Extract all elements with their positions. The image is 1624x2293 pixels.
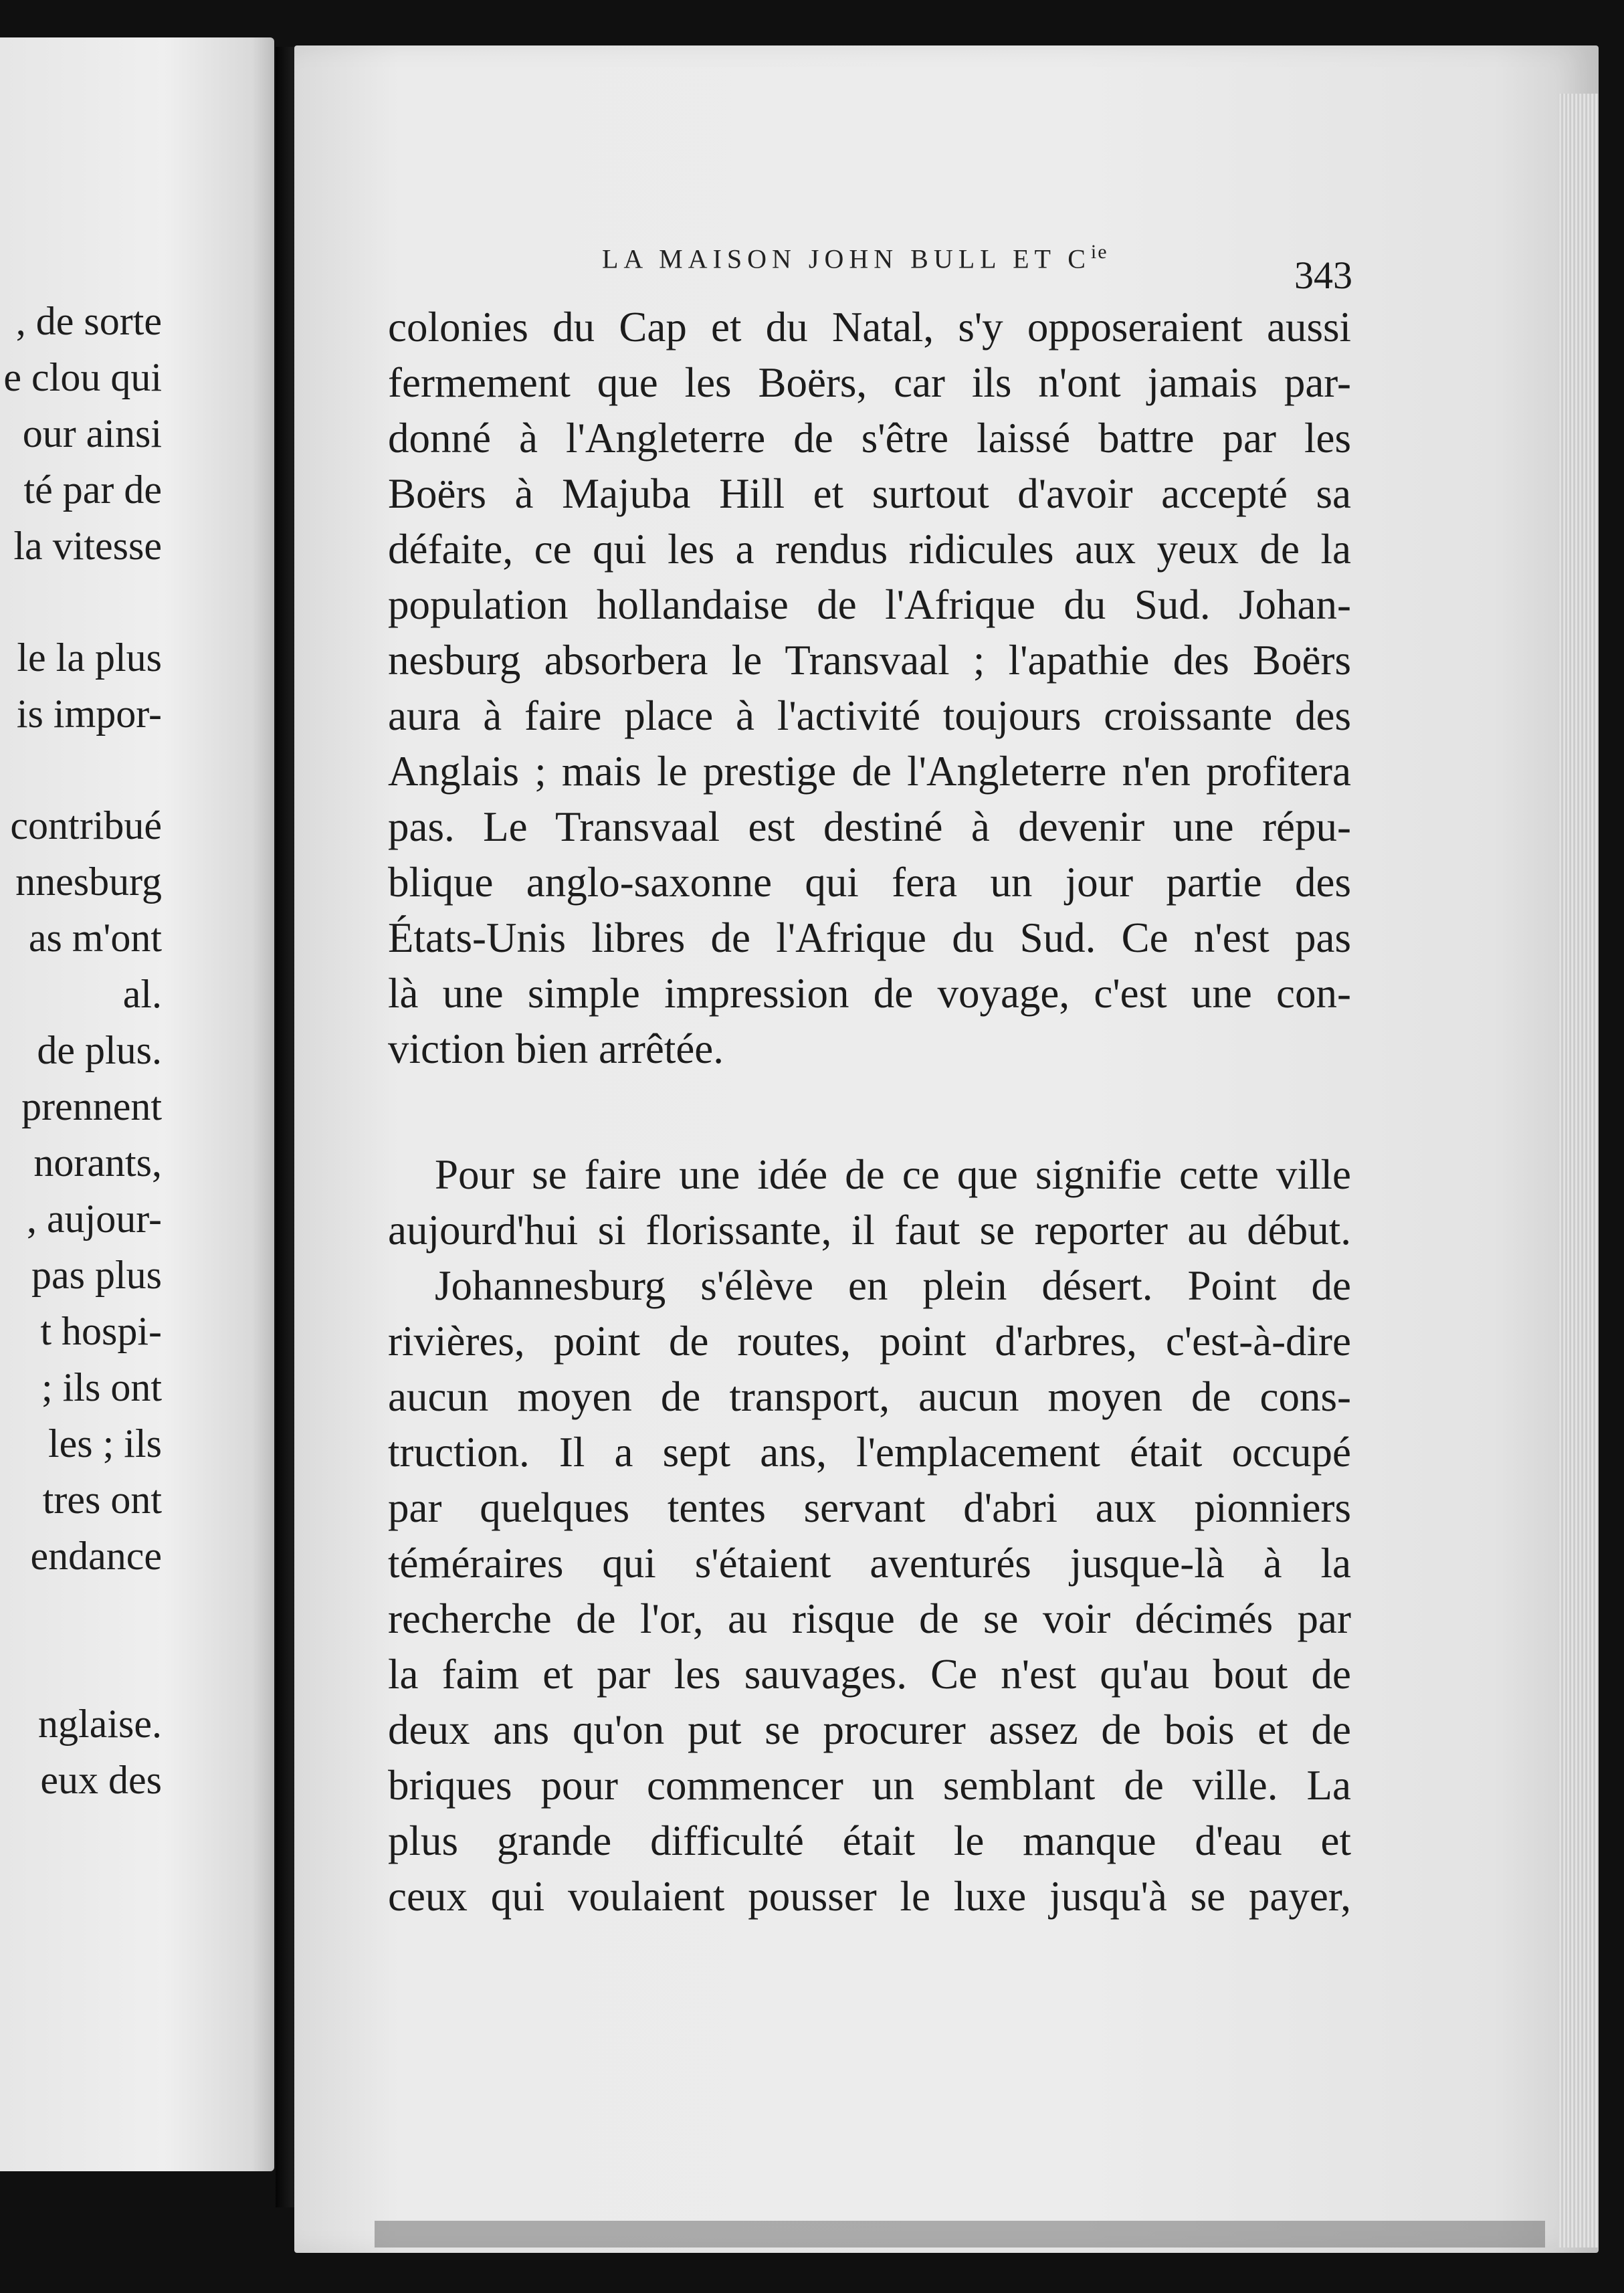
text-line: États-Unis libres de l'Afrique du Sud. Ce n'est pas [388, 914, 1351, 961]
text-line: par quelques tentes servant d'abri aux pionniers [388, 1484, 1351, 1531]
text-line: blique anglo-saxonne qui fera un jour partie des [388, 859, 1351, 906]
left-line: ; ils ont [41, 1365, 162, 1409]
left-line: e clou qui [3, 355, 162, 399]
left-line: t hospi- [40, 1309, 162, 1353]
left-line: la vitesse [13, 524, 162, 568]
left-line: is impor- [16, 692, 162, 736]
left-line: norants, [33, 1140, 162, 1185]
text-line: Pour se faire une idée de ce que signifie cette ville [435, 1151, 1351, 1198]
left-page-text [0, 37, 274, 2171]
left-line: al. [122, 972, 162, 1016]
text-line: la faim et par les sauvages. Ce n'est qu'au bout de [388, 1651, 1351, 1698]
text-line: Johannesburg s'élève en plein désert. Point de [435, 1262, 1351, 1309]
running-head-text: LA MAISON JOHN BULL ET C [602, 243, 1091, 274]
left-line: as m'ont [28, 916, 162, 960]
text-line: nesburg absorbera le Transvaal ; l'apathie des Boërs [388, 637, 1351, 684]
left-line: eux des [40, 1758, 162, 1802]
page-number: 343 [1294, 254, 1352, 297]
left-line: les ; ils [47, 1421, 162, 1466]
left-line: , de sorte [15, 299, 162, 343]
left-line: our ainsi [22, 411, 162, 456]
text-line: pas. Le Transvaal est destiné à devenir une répu- [388, 803, 1351, 850]
text-line: aucun moyen de transport, aucun moyen de cons- [388, 1373, 1351, 1420]
running-head-sup: ie [1090, 241, 1108, 263]
paragraph-2 [388, 1147, 1351, 1258]
left-line: té par de [23, 468, 162, 512]
text-line: colonies du Cap et du Natal, s'y opposeraient aussi [388, 304, 1351, 351]
text-line: téméraires qui s'étaient aventurés jusque-là à la [388, 1540, 1351, 1587]
text-line: briques pour commencer un semblant de ville. La [388, 1762, 1351, 1809]
running-head [602, 241, 1108, 274]
text-line: Boërs à Majuba Hill et surtout d'avoir accepté sa [388, 470, 1351, 517]
text-line: plus grande difficulté était le manque d'eau et [388, 1817, 1351, 1864]
text-line: viction bien arrêtée. [388, 1025, 724, 1072]
paragraph-1 [388, 300, 1351, 1077]
text-line: donné à l'Angleterre de s'être laissé battre par les [388, 415, 1351, 462]
text-line: fermement que les Boërs, car ils n'ont jamais par- [388, 359, 1351, 406]
left-line: contribué [10, 803, 162, 848]
text-line: deux ans qu'on put se procurer assez de bois et de [388, 1706, 1351, 1753]
text-line: aujourd'hui si florissante, il faut se reporter au début. [388, 1207, 1351, 1254]
left-line: tres ont [42, 1478, 162, 1522]
text-line: défaite, ce qui les a rendus ridicules aux yeux de la [388, 526, 1351, 573]
text-line: aura à faire place à l'activité toujours croissante des [388, 692, 1351, 739]
left-line: prennent [21, 1084, 162, 1128]
left-line: de plus. [37, 1028, 162, 1072]
text-line: rivières, point de routes, point d'arbres, c'est-à-dire [388, 1318, 1351, 1365]
text-line: Anglais ; mais le prestige de l'Angleterre n'en profitera [388, 748, 1351, 795]
text-line: population hollandaise de l'Afrique du Sud. Johan- [388, 581, 1351, 628]
left-line: nnesburg [15, 860, 162, 904]
text-line: truction. Il a sept ans, l'emplacement était occupé [388, 1429, 1351, 1476]
left-line: nglaise. [38, 1702, 162, 1746]
text-line: recherche de l'or, au risque de se voir décimés par [388, 1595, 1351, 1642]
left-line: , aujour- [26, 1197, 162, 1241]
paragraph-3 [388, 1258, 1351, 1924]
left-line: endance [30, 1534, 162, 1578]
left-page [0, 37, 274, 2171]
page-bottom-shadow [375, 2221, 1545, 2248]
text-line: là une simple impression de voyage, c'est une con- [388, 970, 1351, 1017]
page-edge [1558, 94, 1599, 2248]
text-line: ceux qui voulaient pousser le luxe jusqu'à se payer, [388, 1873, 1351, 1920]
left-line: pas plus [31, 1253, 162, 1297]
left-line: le la plus [17, 635, 162, 680]
